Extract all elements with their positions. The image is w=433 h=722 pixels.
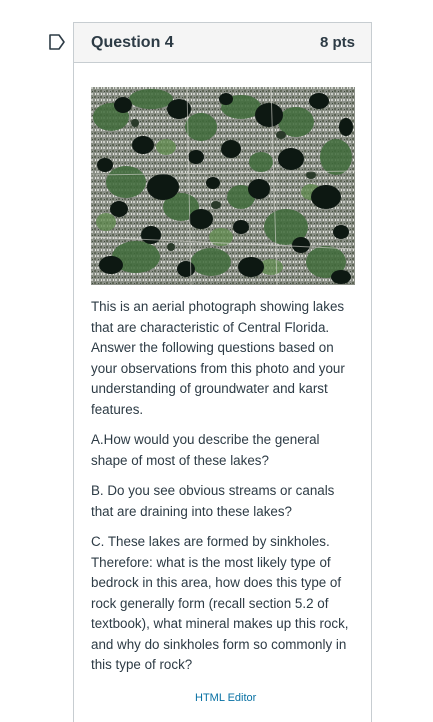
question-points: 8 pts	[319, 34, 355, 51]
question-card	[73, 22, 372, 722]
question-header	[74, 23, 371, 63]
question-part-b: B. Do you see obvious streams or canals that are draining into these lakes?	[91, 483, 335, 519]
html-editor-link[interactable]: HTML Editor	[195, 692, 257, 704]
question-body	[74, 285, 371, 676]
question-part-c: C. These lakes are formed by sinkholes. Therefore: what is the most likely type of bedrock in this area, how does this type of rock generally form (recall section 5.2 of textbook), what mineral makes up this rock, and why do sinkholes form so commonly in this type of rock?	[91, 534, 349, 672]
question-part-a: A.How would you describe the general shape of most of these lakes?	[91, 432, 320, 468]
flag-question-icon[interactable]	[48, 34, 66, 50]
aerial-photo-lakes	[91, 87, 355, 285]
question-intro: This is an aerial photograph showing lakes that are characteristic of Central Florida. Answer the following questions based on your observations from this photo and your understanding of groundwater and karst features.	[91, 299, 345, 417]
question-title: Question 4	[91, 33, 174, 51]
